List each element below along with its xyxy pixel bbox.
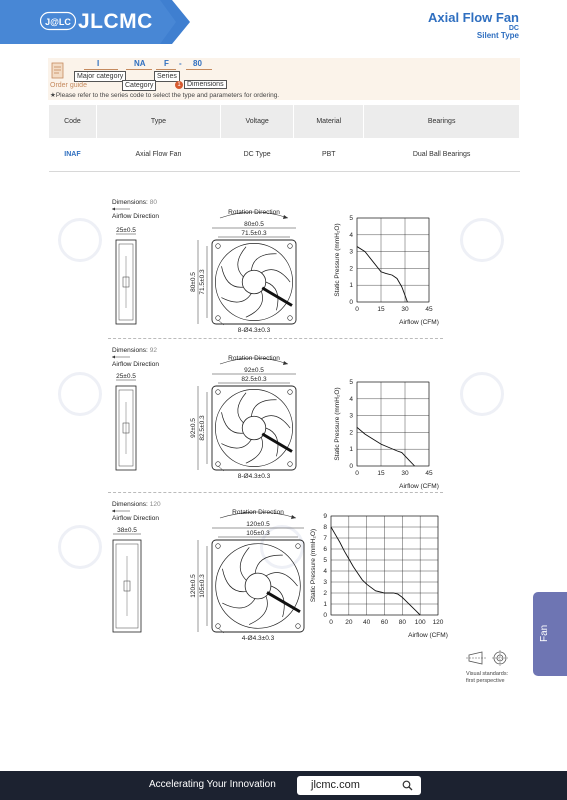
y-tick-label: 1	[349, 446, 353, 454]
rotation-direction-label: Rotation Direction	[228, 209, 280, 216]
fan-blade	[261, 270, 290, 282]
cell-bearings: Dual Ball Bearings	[364, 138, 520, 171]
fan-blade	[249, 596, 267, 624]
fan-blade	[222, 569, 246, 592]
airflow-arrowhead	[112, 208, 115, 211]
cell-code: INAF	[49, 138, 97, 171]
col-header-code: Code	[49, 105, 97, 138]
chart-plot-area	[331, 516, 438, 615]
outer-width-dimension: 92±0.5	[244, 367, 264, 374]
fan-blade	[221, 293, 251, 302]
footer-search-box[interactable]	[297, 776, 421, 795]
visual-standards-note	[466, 671, 508, 685]
mounting-holes-dimension: 4-Ø4.3±0.3	[241, 635, 275, 642]
x-tick-label: 0	[329, 619, 333, 626]
col-header-voltage: Voltage	[221, 105, 294, 138]
side-view-inner	[119, 390, 133, 466]
fan-blade	[221, 412, 243, 433]
fan-blade	[246, 437, 263, 463]
label-major-category: Major category	[74, 71, 126, 82]
x-tick-label: 0	[355, 470, 359, 477]
x-tick-label: 15	[377, 470, 385, 477]
side-view-label-plate	[124, 581, 130, 591]
page-title: Axial Flow Fan	[427, 10, 519, 25]
code-underline	[186, 69, 212, 70]
chart-plot-area	[357, 382, 429, 466]
y-tick-label: 5	[349, 379, 353, 386]
watermark-logo	[460, 218, 504, 262]
rotation-arrow	[220, 512, 296, 518]
table-header-row	[49, 105, 520, 138]
mounting-hole	[296, 624, 301, 629]
side-view-frame	[116, 386, 136, 470]
mounting-hole	[216, 624, 221, 629]
pressure-chart	[310, 513, 448, 639]
holes-leader-line	[218, 628, 224, 633]
x-axis-label: Airflow (CFM)	[399, 319, 439, 326]
y-tick-label: 4	[349, 395, 353, 403]
y-tick-label: 4	[323, 568, 327, 575]
svg-text:J@LC: J@LC	[45, 17, 71, 27]
airflow-direction-label: Airflow Direction	[112, 361, 159, 368]
hole-spacing-v-dimension: 82.5±0.3	[199, 415, 206, 441]
fan-blade	[221, 439, 251, 448]
mounting-holes-dimension: 8-Ø4.3±0.3	[237, 327, 271, 334]
label-series: Series	[154, 71, 180, 82]
y-axis-label: Static Pressure (mmH₂O)	[310, 528, 317, 603]
x-tick-label: 45	[425, 470, 433, 477]
outer-height-dimension: 80±0.5	[190, 272, 197, 292]
fan-strut	[262, 288, 292, 306]
code-part-na: NA	[134, 59, 146, 68]
pressure-chart	[334, 379, 439, 490]
label-dimensions: Dimensions	[184, 80, 227, 89]
dimensions-number-badge: 1	[175, 81, 183, 89]
fan-hub	[245, 573, 271, 599]
y-tick-label: 0	[323, 612, 327, 619]
cell-material: PBT	[294, 138, 364, 171]
projection-symbol-icon	[466, 648, 512, 668]
x-tick-label: 30	[401, 306, 409, 313]
mounting-hole	[288, 244, 293, 249]
y-axis-label: Static Pressure (mmH₂O)	[334, 387, 341, 461]
fan-frame	[212, 386, 296, 470]
mounting-hole	[216, 544, 221, 549]
airflow-direction-label: Airflow Direction	[112, 213, 159, 220]
fan-blade	[238, 393, 246, 423]
page-header	[0, 0, 567, 44]
x-tick-label: 15	[377, 306, 385, 313]
watermark-logo	[260, 525, 304, 569]
mounting-hole	[216, 316, 221, 321]
rotation-arrowhead	[291, 515, 296, 519]
spec-table	[48, 105, 520, 172]
brand-logo	[40, 10, 76, 32]
cell-voltage: DC Type	[221, 138, 294, 171]
mounting-hole	[216, 462, 221, 467]
pressure-curve	[331, 527, 420, 615]
outer-width-dimension: 120±0.5	[246, 521, 270, 528]
hole-spacing-v-dimension: 71.5±0.3	[199, 269, 206, 295]
hole-spacing-v-dimension: 105±0.3	[199, 574, 206, 598]
fan-blade	[246, 291, 263, 317]
fan-blade	[271, 586, 284, 617]
outer-height-dimension: 120±0.5	[190, 574, 197, 598]
holes-leader-line	[218, 466, 224, 471]
rotation-arrowhead	[283, 215, 288, 219]
y-tick-label: 6	[323, 546, 327, 553]
mounting-hole	[216, 244, 221, 249]
document-icon	[50, 62, 66, 80]
outer-width-dimension: 80±0.5	[244, 221, 264, 228]
rotation-arrow	[220, 212, 288, 218]
holes-leader-line	[218, 320, 224, 325]
mounting-hole	[288, 390, 293, 395]
y-tick-label: 3	[349, 248, 353, 256]
footer-tagline: Accelerating Your Innovation	[149, 779, 276, 790]
col-header-bearings: Bearings	[364, 105, 520, 138]
code-underline	[156, 69, 176, 70]
x-tick-label: 100	[414, 619, 426, 626]
x-tick-label: 45	[425, 306, 433, 313]
side-view-label-plate	[123, 277, 129, 287]
pressure-curve	[357, 247, 407, 302]
fan-blade	[238, 247, 246, 277]
watermark-logo	[58, 525, 102, 569]
col-header-type: Type	[96, 105, 220, 138]
y-tick-label: 3	[349, 412, 353, 420]
airflow-arrowhead	[112, 356, 115, 359]
x-tick-label: 80	[398, 619, 406, 626]
fan-shroud	[215, 389, 292, 466]
side-tab-label: Fan	[539, 624, 550, 642]
y-tick-label: 0	[349, 463, 353, 470]
label-dimensions-group	[175, 80, 227, 89]
pressure-chart	[334, 215, 439, 326]
visual-standards-line: Visual standards:	[466, 671, 509, 677]
x-tick-label: 30	[401, 470, 409, 477]
code-part-f: F	[164, 59, 169, 68]
hole-spacing-dimension: 71.5±0.3	[241, 230, 267, 237]
code-part-80: 80	[193, 59, 202, 68]
y-tick-label: 1	[349, 282, 353, 290]
depth-dimension: 25±0.5	[116, 373, 136, 380]
y-tick-label: 8	[323, 524, 327, 531]
side-view-inner	[119, 244, 133, 320]
page-footer	[0, 771, 567, 800]
search-icon[interactable]	[402, 780, 413, 791]
rotation-arrow	[220, 358, 288, 364]
visual-standards-line: first perspective	[466, 678, 505, 684]
rotation-arrowhead	[283, 361, 288, 365]
fan-blade	[221, 266, 243, 287]
mounting-hole	[288, 316, 293, 321]
section-divider	[108, 492, 443, 493]
y-tick-label: 1	[323, 601, 327, 608]
pressure-curve	[357, 427, 415, 466]
watermark-logo	[58, 372, 102, 416]
code-part-dash: -	[179, 59, 182, 68]
y-tick-label: 3	[323, 579, 327, 586]
airflow-arrowhead	[112, 510, 115, 513]
code-underline	[126, 69, 152, 70]
x-tick-label: 20	[345, 619, 353, 626]
fan-blade	[266, 428, 278, 456]
fan-blade	[240, 547, 249, 580]
fan-strut	[262, 434, 292, 452]
side-tab-fan[interactable]	[533, 592, 567, 676]
watermark-logo	[460, 372, 504, 416]
depth-dimension: 38±0.5	[117, 527, 137, 534]
y-tick-label: 2	[349, 265, 353, 273]
side-view-frame	[113, 540, 141, 632]
fan-blade	[251, 400, 276, 417]
x-axis-label: Airflow (CFM)	[408, 632, 448, 639]
mounting-holes-dimension: 8-Ø4.3±0.3	[237, 473, 271, 480]
code-underline	[84, 69, 118, 70]
y-tick-label: 7	[323, 535, 327, 542]
side-view-label-plate	[123, 423, 129, 433]
depth-dimension: 25±0.5	[116, 227, 136, 234]
y-axis-label: Static Pressure (mmH₂O)	[334, 223, 341, 297]
x-axis-label: Airflow (CFM)	[399, 483, 439, 490]
fan-blade	[222, 599, 255, 608]
footer-url: jlcmc.com	[311, 779, 360, 791]
fan-blade	[251, 254, 276, 271]
fan-strut	[267, 592, 300, 611]
dimension-label: Dimensions: 80	[112, 199, 157, 206]
x-tick-label: 60	[380, 619, 389, 626]
mounting-hole	[288, 462, 293, 467]
table-row	[49, 138, 520, 171]
fan-hub	[242, 270, 266, 294]
dimension-label: Dimensions: 120	[112, 501, 161, 508]
order-guide	[48, 58, 520, 100]
x-tick-label: 40	[363, 619, 371, 626]
section-divider	[108, 338, 443, 339]
hole-spacing-dimension: 82.5±0.3	[241, 376, 267, 383]
code-part-i: I	[97, 59, 100, 68]
y-tick-label: 5	[323, 557, 327, 564]
page-dc-label: DC	[508, 25, 519, 32]
y-tick-label: 2	[323, 590, 327, 597]
fan-frame	[212, 240, 296, 324]
page-subtitle: Silent Type	[476, 31, 519, 40]
side-view-frame	[116, 240, 136, 324]
rotation-direction-label: Rotation Direction	[232, 509, 284, 516]
y-tick-label: 0	[349, 299, 353, 306]
mounting-hole	[216, 390, 221, 395]
rotation-direction-label: Rotation Direction	[228, 355, 280, 362]
y-tick-label: 2	[349, 429, 353, 437]
side-view-inner	[116, 544, 138, 628]
brand-name: JLCMC	[78, 10, 153, 33]
x-tick-label: 120	[432, 619, 444, 626]
order-guide-label: Order guide	[50, 82, 87, 89]
y-tick-label: 9	[323, 513, 327, 520]
order-note: ★Please refer to the series code to select the type and parameters for ordering.	[50, 92, 280, 99]
fan-shroud	[215, 243, 292, 320]
fan-blade	[266, 282, 278, 310]
watermark-logo	[58, 218, 102, 262]
y-tick-label: 4	[349, 231, 353, 239]
label-category: Category	[122, 80, 156, 91]
chart-plot-area	[357, 218, 429, 302]
hole-spacing-dimension: 105±0.3	[246, 530, 270, 537]
dimension-label: Dimensions: 92	[112, 347, 157, 354]
cell-type: Axial Flow Fan	[96, 138, 220, 171]
y-tick-label: 5	[349, 215, 353, 222]
fan-hub	[242, 416, 266, 440]
fan-blade	[266, 572, 298, 586]
col-header-material: Material	[294, 105, 364, 138]
x-tick-label: 0	[355, 306, 359, 313]
outer-height-dimension: 92±0.5	[190, 418, 197, 438]
fan-blade	[261, 416, 290, 428]
airflow-direction-label: Airflow Direction	[112, 515, 159, 522]
